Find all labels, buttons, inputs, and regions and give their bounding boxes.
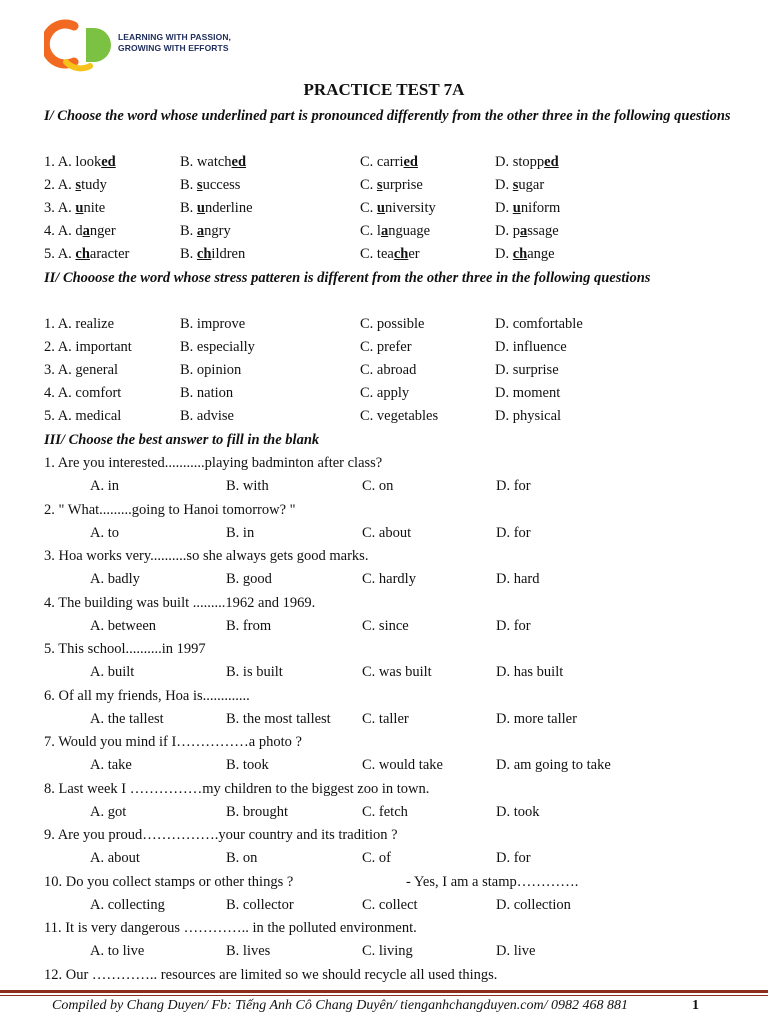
answer-option: A. between [90, 617, 157, 634]
question-text [44, 964, 497, 987]
answer-option: B. success [180, 177, 241, 193]
answer-option: B. advise [180, 408, 234, 424]
answer-option: D. comfortable [495, 316, 583, 332]
underlined-part: u [376, 200, 385, 216]
answer-option: D. live [496, 943, 536, 959]
answer-option: D. stopped [495, 154, 559, 170]
logo-tagline: LEARNING WITH PASSION, GROWING WITH EFFORTS [118, 32, 232, 53]
answer-option: D. more taller [496, 710, 577, 727]
answer-option: D. for [496, 850, 531, 866]
answer-option: D. change [495, 246, 555, 262]
answer-option: B. from [226, 617, 272, 634]
answer-option: 3. A. unite [44, 200, 106, 216]
question-stem: 7. Would you mind if I……………a photo ? [44, 734, 302, 750]
footer-credit: Compiled by Chang Duyen/ Fb: Tiếng Anh Cô Chang Duyên/ tienganhchangduyen.com/ 0982 468 881 [52, 998, 629, 1013]
answer-option: D. has built [496, 664, 564, 680]
answer-option: A. take [90, 757, 132, 773]
question-text [44, 592, 315, 615]
answer-option: C. apply [360, 385, 410, 401]
answer-option: A. collecting [90, 896, 165, 913]
answer-option: C. fetch [362, 803, 408, 820]
answer-option: C. abroad [360, 362, 417, 378]
question-text [44, 638, 206, 661]
answer-option: 1. A. realize [44, 316, 115, 332]
underlined-part: u [512, 200, 521, 216]
answer-option: A. in [90, 478, 119, 494]
question-text [44, 824, 398, 847]
underlined-part: s [376, 177, 383, 193]
question-stem: 5. This school..........in 1997 [44, 641, 206, 657]
answer-option: B. in [226, 524, 255, 541]
question-text [44, 917, 417, 940]
question-stem: 9. Are you proud…………….your country and its tradition ? [44, 827, 398, 843]
question-number: 5. A. [44, 246, 76, 262]
question-number: 3. A. [44, 200, 76, 216]
question-stem: 1. Are you interested...........playing badminton after class? [44, 455, 383, 471]
underlined-part: a [196, 223, 205, 239]
answer-option: C. about [362, 524, 412, 541]
answer-option: 5. A. character [44, 246, 130, 262]
question-text [44, 685, 250, 708]
answer-option: C. surprise [360, 177, 423, 193]
underlined-part: ed [403, 154, 418, 170]
answer-option: D. for [496, 524, 531, 541]
underlined-part: s [75, 177, 82, 193]
answer-option: 2. A. study [44, 177, 107, 193]
answer-option: B. children [180, 246, 246, 262]
answer-option: 2. A. important [44, 339, 132, 355]
answer-option: D. influence [495, 339, 567, 355]
answer-option: 4. A. danger [44, 223, 116, 239]
answer-option: B. is built [226, 664, 283, 680]
footer-rule [0, 990, 768, 993]
underlined-part: ed [544, 154, 559, 170]
answer-option: 1. A. looked [44, 154, 116, 170]
answer-option: B. nation [180, 385, 234, 401]
answer-option: C. since [362, 617, 409, 634]
underlined-part: s [196, 177, 203, 193]
answer-option: B. good [226, 571, 272, 587]
answer-option: A. to [90, 524, 119, 541]
answer-option: C. vegetables [360, 408, 439, 424]
underlined-part: a [380, 223, 389, 239]
answer-option: C. on [362, 478, 394, 494]
question-text [44, 731, 302, 754]
answer-option: C. was built [362, 664, 432, 680]
underlined-part: u [75, 200, 84, 216]
question-number: 1. A. [44, 154, 76, 170]
answer-option: C. hardly [362, 571, 416, 587]
answer-option: B. on [226, 850, 258, 866]
page-title: PRACTICE TEST 7A [303, 80, 465, 99]
answer-option: D. collection [496, 896, 571, 913]
answer-option: C. carried [360, 154, 418, 170]
answer-option: D. took [496, 803, 540, 820]
answer-option: A. about [90, 850, 140, 866]
answer-option: C. of [362, 850, 391, 866]
answer-option: C. prefer [360, 339, 412, 355]
answer-option: A. the tallest [90, 710, 164, 727]
answer-option: D. moment [495, 385, 561, 401]
answer-option: B. collector [226, 896, 294, 913]
question-stem: 3. Hoa works very..........so she always gets good marks. [44, 548, 369, 564]
answer-option: C. taller [362, 710, 409, 727]
answer-option: A. got [90, 803, 127, 820]
question-text [44, 452, 382, 475]
answer-option: C. language [360, 223, 431, 239]
question-text [44, 778, 429, 801]
question-text [44, 871, 579, 894]
answer-option: B. with [226, 478, 269, 494]
question-stem: 11. It is very dangerous ………….. in the polluted environment. [44, 920, 417, 936]
answer-option: A. built [90, 664, 135, 680]
section-3-heading: III/ Choose the best answer to fill in the blank [44, 432, 320, 448]
answer-option: D. am going to take [496, 757, 611, 773]
answer-option: B. the most tallest [226, 710, 331, 727]
question-number: 2. A. [44, 177, 76, 193]
answer-option: B. improve [180, 316, 246, 332]
answer-option: D. physical [495, 408, 562, 424]
page-number: 1 [692, 998, 699, 1013]
answer-option: 4. A. comfort [44, 385, 122, 401]
answer-option: A. badly [90, 571, 140, 587]
section-2-heading: II/ Chooose the word whose stress patteren is different from the other three in the following questions [44, 270, 651, 286]
answer-option: B. opinion [180, 362, 242, 378]
answer-option: D. uniform [495, 200, 561, 216]
answer-option: C. living [362, 943, 413, 959]
answer-option: C. collect [362, 896, 418, 913]
answer-option: D. for [496, 478, 531, 494]
answer-option: C. possible [360, 316, 425, 332]
answer-option: C. would take [362, 757, 443, 773]
answer-option: D. passage [495, 223, 559, 239]
footer-rule-thin [0, 995, 768, 996]
underlined-part: ch [512, 246, 528, 262]
answer-option: B. angry [180, 223, 231, 239]
answer-option: C. teacher [360, 246, 420, 262]
answer-option: A. to live [90, 943, 145, 959]
section-1-heading: I/ Choose the word whose underlined part is pronounced differently from the other three in the following questions [44, 108, 731, 124]
answer-option: C. university [360, 200, 436, 216]
answer-option: B. lives [226, 943, 271, 959]
question-number: 4. A. [44, 223, 76, 239]
question-stem: 6. Of all my friends, Hoa is............. [44, 687, 250, 704]
question-stem: 8. Last week I ……………my children to the biggest zoo in town. [44, 780, 430, 797]
answer-option: 5. A. medical [44, 408, 122, 424]
question-response: - Yes, I am a stamp…………. [406, 873, 579, 890]
question-text [44, 545, 368, 568]
question-stem: 10. Do you collect stamps or other things ? [44, 873, 294, 890]
underlined-part: ed [231, 154, 247, 170]
underlined-part: ed [101, 154, 116, 170]
underlined-part: a [519, 223, 528, 239]
answer-option: D. sugar [495, 177, 545, 193]
question-stem: 2. " What.........going to Hanoi tomorrow? " [44, 501, 296, 518]
question-text [44, 499, 296, 522]
question-stem: 12. Our ………….. resources are limited so we should recycle all used things. [44, 966, 498, 983]
underlined-part: ch [196, 246, 212, 262]
answer-option: B. watched [180, 154, 247, 170]
underlined-part: s [512, 177, 519, 193]
question-stem: 4. The building was built .........1962 and 1969. [44, 594, 316, 611]
underlined-part: ch [393, 246, 409, 262]
answer-option: B. brought [226, 803, 289, 820]
underlined-part: u [196, 200, 205, 216]
answer-option: 3. A. general [44, 362, 119, 378]
answer-option: D. surprise [495, 362, 559, 378]
underlined-part: ch [75, 246, 90, 262]
answer-option: D. hard [496, 571, 540, 587]
answer-option: B. especially [180, 339, 255, 355]
answer-option: B. took [226, 757, 269, 773]
answer-option: D. for [496, 617, 531, 634]
answer-option: B. underline [180, 200, 253, 216]
underlined-part: a [82, 223, 90, 239]
